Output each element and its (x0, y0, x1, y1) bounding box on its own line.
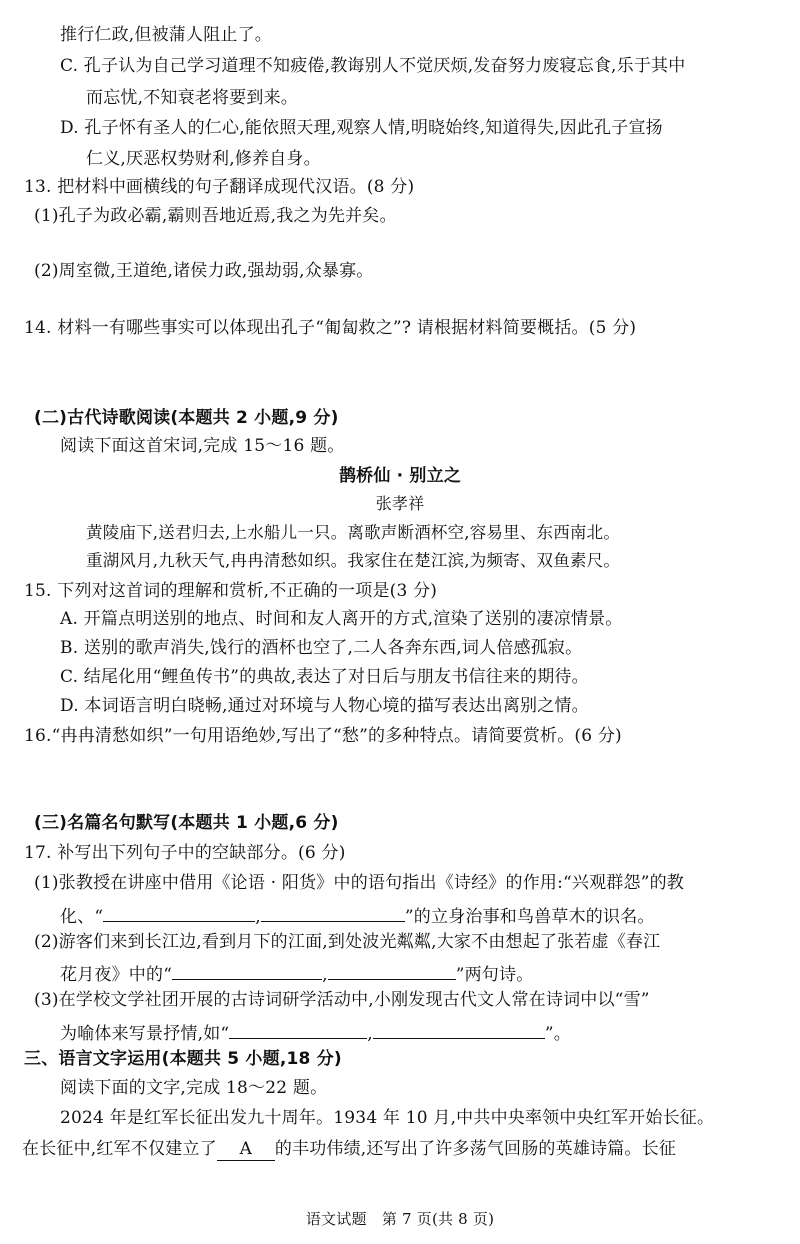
q14-stem: 14. 材料一有哪些事实可以体现出孔子“匍匐救之”? 请根据材料简要概括。(5 分) (24, 318, 637, 338)
poem-title: 鹊桥仙 · 别立之 (338, 466, 462, 486)
q17-blank-1[interactable] (103, 903, 255, 922)
q17-item-3-line1: (3)在学校文学社团开展的古诗词研学活动中,小刚发现古代文人常在诗词中以“雪” (34, 990, 650, 1010)
q12-option-c-line1: C. 孔子认为自己学习道理不知疲倦,教诲别人不觉厌烦,发奋努力废寝忘食,乐于其中 (60, 56, 686, 76)
q17-item-3-suffix: ”。 (544, 1024, 571, 1044)
part-3-paragraph-line2 (22, 1138, 676, 1161)
q12-option-b-continuation: 推行仁政,但被蒲人阻止了。 (60, 25, 273, 45)
q12-option-c-line2: 而忘忧,不知衰老将要到来。 (86, 88, 299, 108)
q13-stem: 13. 把材料中画横线的句子翻译成现代汉语。(8 分) (24, 177, 415, 197)
blank-a[interactable]: A (217, 1138, 275, 1161)
q17-stem: 17. 补写出下列句子中的空缺部分。(6 分) (24, 843, 346, 863)
part-3-line2-suffix: 的丰功伟绩,还写出了许多荡气回肠的英雄诗篇。长征 (274, 1139, 677, 1159)
q16-stem: 16.“冉冉清愁如织”一句用语绝妙,写出了“愁”的多种特点。请简要赏析。(6 分) (24, 726, 622, 746)
q17-blank-4[interactable] (328, 961, 456, 980)
poem-line-2: 重湖风月,九秋天气,冉冉清愁如织。我家住在楚江滨,为频寄、双鱼素尺。 (86, 551, 621, 570)
part-3-title: 三、语言文字运用(本题共 5 小题,18 分) (24, 1049, 342, 1069)
q15-option-c: C. 结尾化用“鲤鱼传书”的典故,表达了对日后与朋友书信往来的期待。 (60, 667, 589, 687)
q17-blank-2[interactable] (261, 903, 405, 922)
q17-item-1-prefix: 化、“ (60, 907, 104, 927)
section-2-intro: 阅读下面这首宋词,完成 15～16 题。 (60, 436, 345, 456)
q17-item-1-sep: , (255, 907, 261, 927)
q17-blank-6[interactable] (373, 1020, 545, 1039)
q17-item-3-prefix: 为喻体来写景抒情,如“ (60, 1024, 230, 1044)
poem-line-1: 黄陵庙下,送君归去,上水船儿一只。离歌声断酒杯空,容易里、东西南北。 (86, 523, 621, 542)
q17-item-2-suffix: ”两句诗。 (455, 965, 534, 985)
q13-sentence-2: (2)周室微,王道绝,诸侯力政,强劫弱,众暴寡。 (34, 261, 374, 281)
q15-stem: 15. 下列对这首词的理解和赏析,不正确的一项是(3 分) (24, 581, 438, 601)
q17-blank-3[interactable] (172, 961, 322, 980)
q17-item-3-sep: , (367, 1024, 373, 1044)
page-footer: 语文试题 第 7 页(共 8 页) (305, 1210, 495, 1228)
q15-option-a: A. 开篇点明送别的地点、时间和友人离开的方式,渲染了送别的凄凉情景。 (60, 609, 623, 629)
q17-item-2-prefix: 花月夜》中的“ (60, 965, 173, 985)
part-3-intro: 阅读下面的文字,完成 18～22 题。 (60, 1078, 328, 1098)
q17-blank-5[interactable] (229, 1020, 367, 1039)
q17-item-2-line2 (60, 961, 533, 986)
q15-option-d: D. 本词语言明白晓畅,通过对环境与人物心境的描写表达出离别之情。 (60, 696, 589, 716)
q17-item-3-line2 (60, 1020, 571, 1045)
part-3-line2-prefix: 在长征中,红军不仅建立了 (22, 1139, 217, 1159)
q17-item-1-line2 (60, 903, 655, 928)
q17-item-2-sep: , (322, 965, 328, 985)
poet-name: 张孝祥 (375, 494, 425, 513)
q12-option-d-line2: 仁义,厌恶权势财利,修养自身。 (86, 149, 321, 169)
part-3-paragraph-line1: 2024 年是红军长征出发九十周年。1934 年 10 月,中共中央率领中央红军开始长征。 (60, 1108, 715, 1128)
q13-sentence-1: (1)孔子为政必霸,霸则吾地近焉,我之为先并矣。 (34, 206, 397, 226)
q15-option-b: B. 送别的歌声消失,饯行的酒杯也空了,二人各奔东西,词人倍感孤寂。 (60, 638, 583, 658)
section-2-title: (二)古代诗歌阅读(本题共 2 小题,9 分) (34, 408, 339, 428)
section-3-title: (三)名篇名句默写(本题共 1 小题,6 分) (34, 813, 339, 833)
q17-item-2-line1: (2)游客们来到长江边,看到月下的江面,到处波光粼粼,大家不由想起了张若虚《春江 (34, 932, 661, 952)
q17-item-1-suffix: ”的立身治事和鸟兽草木的识名。 (404, 907, 655, 927)
q17-item-1-line1: (1)张教授在讲座中借用《论语 · 阳货》中的语句指出《诗经》的作用:“兴观群怨”的教 (34, 873, 684, 893)
q12-option-d-line1: D. 孔子怀有圣人的仁心,能依照天理,观察人情,明晓始终,知道得失,因此孔子宣扬 (60, 118, 663, 138)
